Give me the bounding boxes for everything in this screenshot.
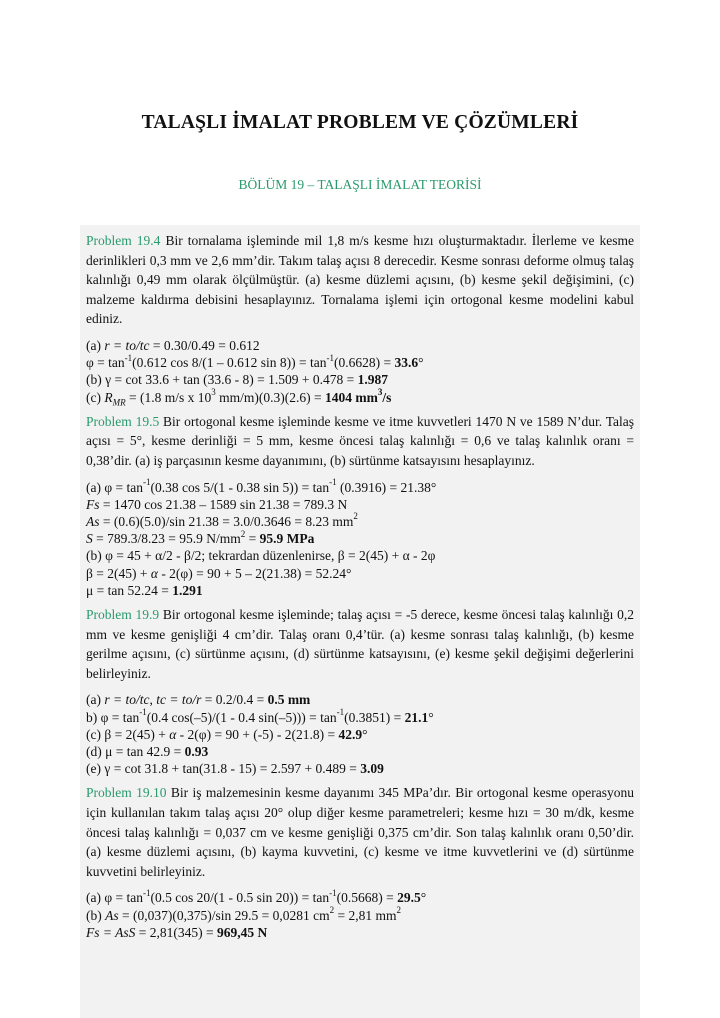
- solution-superscript: 3: [211, 387, 216, 398]
- solution-subscript: MR: [112, 397, 126, 408]
- solution-text: = (1.8 m/s x 10: [125, 389, 212, 405]
- solution-text: = 2,81 mm: [334, 907, 397, 923]
- solution-answer: 33.6: [394, 355, 419, 371]
- solution-line: [86, 565, 634, 582]
- solution-text: (0.6628) =: [334, 355, 395, 371]
- solution-line: [86, 760, 634, 777]
- solution-formula: R: [104, 389, 113, 405]
- solution-formula: Fs = AsS: [86, 924, 136, 940]
- solution-text: (0.612 cos 8/(1 – 0.612 sin 8)) = tan: [132, 355, 327, 371]
- solution-line: [86, 496, 634, 513]
- solution-formula: tc = to/r: [156, 692, 202, 708]
- problem-statement: [86, 605, 634, 683]
- solution-answer: 1.987: [357, 372, 388, 388]
- solution-text: =: [245, 531, 260, 547]
- solution-superscript: 2: [240, 528, 246, 539]
- problem-statement: [86, 412, 634, 471]
- problem-text: Bir ortogonal kesme işleminde kesme ve itme kuvvetleri 1470 N ve 1589 N’dur. Talaş açısı = 5°, kesme derinliği = 5 mm, kesme öncesi talaş kalınlığı = 0,6 ve talaş kalınlık oranı = 0,38’dir. (a) iş parçasının kesme dayanımını, (b) sürtünme katsayısını hesaplayınız.: [86, 413, 635, 468]
- solution-block: [86, 337, 634, 406]
- solution-superscript: -1: [326, 352, 334, 363]
- document-title: TALAŞLI İMALAT PROBLEM VE ÇÖZÜMLERİ: [141, 112, 579, 133]
- solution-line: [86, 743, 634, 760]
- solution-superscript: -1: [336, 707, 345, 718]
- solution-text: = 0.30/0.49 = 0.612: [149, 337, 260, 353]
- solution-text: μ = tan 52.24 =: [86, 582, 173, 598]
- solution-line: [86, 479, 634, 496]
- solution-text: (0.5668) =: [336, 890, 398, 906]
- solution-text: (a) φ = tan: [86, 890, 144, 906]
- solution-answer: 0.5 mm: [267, 692, 311, 708]
- solution-text: (c) β = 2(45) +: [86, 726, 170, 742]
- solution-answer: 21.1: [404, 709, 429, 725]
- solution-answer: 29.5: [397, 890, 421, 906]
- solution-line: [86, 547, 634, 564]
- solution-text: mm/m)(0.3)(2.6) =: [215, 389, 325, 405]
- solution-text: (d) μ = tan 42.9 =: [86, 743, 185, 759]
- solution-text: (0.4 cos(–5)/(1 - 0.4 sin(–5))) = tan: [146, 709, 337, 725]
- solution-text: (b) γ = cot 33.6 + tan (33.6 - 8) = 1.509 + 0.478 =: [86, 372, 358, 388]
- solution-block: [86, 479, 634, 599]
- solution-line: [86, 371, 634, 388]
- solution-line: [86, 389, 634, 406]
- solution-text: (b): [86, 907, 106, 923]
- solution-answer: /s: [382, 389, 392, 405]
- solution-text: (0.38 cos 5/(1 - 0.38 sin 5)) = tan: [150, 479, 330, 495]
- solution-line: [86, 691, 634, 708]
- solution-line: [86, 907, 634, 924]
- solution-superscript: -1: [139, 707, 147, 718]
- solution-text: °: [418, 355, 424, 371]
- solution-text: = (0.6)(5.0)/sin 21.38 = 3.0/0.3646 = 8.23 mm: [99, 513, 354, 529]
- problem-list: [86, 231, 634, 947]
- solution-superscript: -1: [329, 477, 337, 488]
- solution-text: = 0.2/0.4 =: [201, 692, 268, 708]
- solution-text: (c): [86, 389, 105, 405]
- solution-text: ,: [149, 692, 157, 708]
- solution-superscript: 2: [396, 905, 401, 916]
- solution-text: (0.5 cos 20/(1 - 0.5 sin 20)) = tan: [150, 890, 330, 906]
- solution-text: β = 2(45) +: [86, 565, 151, 581]
- solution-text: (b) φ = 45 + α/2 - β/2; tekrardan düzenlenirse, β = 2(45) + α - 2φ: [86, 548, 436, 564]
- solution-formula: r = to/tc: [104, 692, 150, 708]
- solution-line: [86, 582, 634, 599]
- solution-text: (0.3851) =: [344, 709, 405, 725]
- problem-statement: [86, 231, 634, 329]
- solution-text: °: [362, 726, 368, 742]
- solution-answer: 1404 mm: [324, 389, 378, 405]
- solution-text: = 789.3/8.23 = 95.9 N/mm: [92, 531, 241, 547]
- solution-formula: Fs: [86, 496, 100, 512]
- solution-text: (e) γ = cot 31.8 + tan(31.8 - 15) = 2.597 + 0.489 =: [86, 761, 361, 777]
- problem-label: Problem 19.10: [86, 785, 167, 801]
- solution-line: [86, 530, 634, 547]
- solution-block: [86, 889, 634, 941]
- solution-formula: α: [169, 726, 177, 742]
- problem-statement: [86, 783, 634, 881]
- solution-text: (a): [86, 337, 105, 353]
- solution-text: (a): [86, 692, 105, 708]
- solution-text: = (0,037)(0,375)/sin 29.5 = 0,0281 cm: [118, 907, 330, 923]
- solution-line: [86, 726, 634, 743]
- solution-superscript: -1: [143, 887, 151, 898]
- solution-answer: 3.09: [360, 761, 384, 777]
- solution-formula: α: [150, 565, 158, 581]
- solution-formula: r = to/tc: [104, 337, 150, 353]
- solution-text: = 1470 cos 21.38 – 1589 sin 21.38 = 789.3 N: [99, 496, 348, 512]
- solution-superscript: 3: [377, 387, 383, 398]
- solution-text: °: [420, 890, 427, 906]
- solution-answer: 969,45 N: [216, 924, 268, 940]
- solution-answer: 0.93: [184, 743, 209, 759]
- solution-text: (a) φ = tan: [86, 479, 144, 495]
- solution-line: [86, 354, 634, 371]
- solution-text: - 2(φ) = 90 + (-5) - 2(21.8) =: [176, 726, 339, 742]
- solution-line: [86, 889, 634, 906]
- solution-line: [86, 337, 634, 354]
- solution-formula: S: [86, 531, 93, 547]
- solution-line: [86, 513, 634, 530]
- problem-label: Problem 19.4: [86, 233, 161, 248]
- chapter-heading: BÖLÜM 19 – TALAŞLI İMALAT TEORİSİ: [238, 177, 482, 192]
- solution-superscript: 2: [353, 511, 358, 522]
- solution-answer: 95.9 MPa: [259, 531, 315, 547]
- solution-formula: As: [86, 513, 100, 529]
- solution-formula: As: [105, 907, 119, 923]
- solution-answer: 1.291: [172, 582, 203, 598]
- solution-superscript: -1: [124, 352, 133, 363]
- solution-text: (0.3916) = 21.38°: [336, 479, 437, 495]
- solution-text: b) φ = tan: [86, 709, 140, 725]
- solution-superscript: 2: [329, 905, 335, 916]
- solution-text: = 2,81(345) =: [135, 924, 217, 940]
- solution-text: °: [428, 709, 434, 725]
- solution-line: [86, 924, 634, 941]
- problem-text: Bir tornalama işleminde mil 1,8 m/s kesme hızı oluşturmaktadır. İlerleme ve kesme derinlikleri 0,3 mm ve 2,6 mm’dir. Takım talaş açısı 8 derecedir. Kesme sonrası deforme olmuş talaş kalınlığı 0,49 mm olarak ölçülmüştür. (a) kesme düzlemi açısını, (b) kesme şekil değişimini, (c) malzeme kaldırma debisini hesaplayınız. Tornalama işlemi için ortogonal kesme modelini kabul ediniz.: [86, 233, 635, 327]
- solution-text: - 2(φ) = 90 + 5 – 2(21.38) = 52.24°: [157, 565, 352, 581]
- solution-superscript: -1: [143, 477, 151, 488]
- problem-label: Problem 19.9: [86, 606, 160, 622]
- solution-block: [86, 691, 634, 777]
- solution-line: [86, 709, 634, 726]
- solution-superscript: -1: [329, 887, 337, 898]
- problem-text: Bir ortogonal kesme işleminde; talaş açısı = -5 derece, kesme öncesi talaş kalınlığı 0,2 mm ve kesme genişliği 4 cm’dir. Talaş oranı 0,4’tür. (a) kesme sonrası talaş kalınlığı, (b) kesme gerilme açısını, (c) sürtünme açısını, (d) sürtünme katsayısını, (e) kesme şekil değişimi değerlerini belirleyiniz.: [86, 606, 635, 681]
- solution-answer: 42.9: [338, 726, 363, 742]
- solution-text: φ = tan: [86, 355, 125, 371]
- problem-text: Bir iş malzemesinin kesme dayanımı 345 MPa’dır. Bir ortogonal kesme operasyonu için kullanılan takım talaş açısı 20° olup diğer kesme parametreleri; kesme hızı = 30 m/dk, kesme öncesi talaş kalınlığı = 0,037 cm ve kesme genişliği 0,375 cm’dir. Son talaş kalınlık oranı 0,50’dir. (a) kesme düzlemi açısını, (b) kayma kuvvetini, (c) kesme ve itme kuvvetlerini ve (d) sürtünme kuvvetini belirleyiniz.: [86, 785, 635, 879]
- problem-label: Problem 19.5: [86, 413, 160, 429]
